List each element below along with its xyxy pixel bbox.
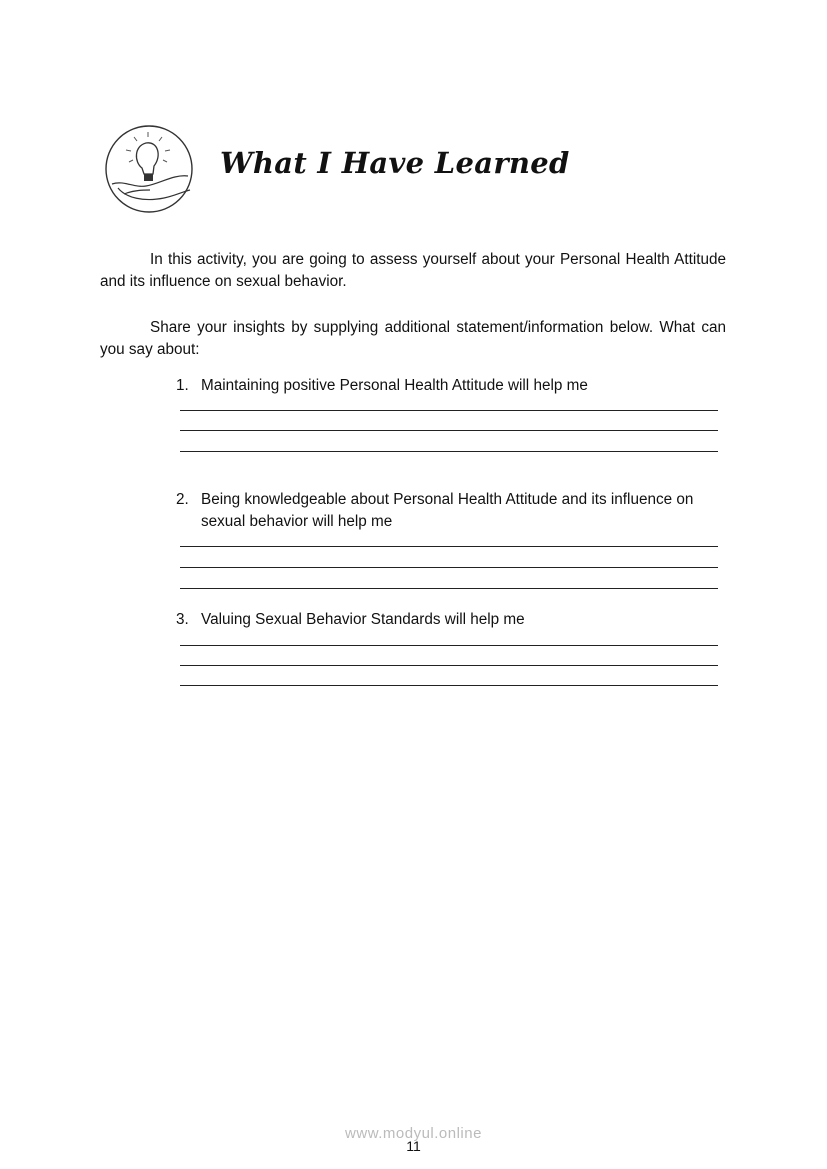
page-title: What I Have Learned bbox=[220, 146, 570, 180]
answer-line[interactable] bbox=[180, 665, 718, 666]
question-2 bbox=[176, 489, 726, 533]
answer-line[interactable] bbox=[180, 451, 718, 452]
answer-line[interactable] bbox=[180, 645, 718, 646]
question-text: Maintaining positive Personal Health Attitude will help me bbox=[201, 377, 588, 394]
answer-line[interactable] bbox=[180, 546, 718, 547]
watermark: www.modyul.online bbox=[345, 1125, 482, 1142]
intro-paragraph-1: In this activity, you are going to assess yourself about your Personal Health Attitude and its influence on sexual behavior. bbox=[100, 251, 726, 290]
lightbulb-on-hand-icon bbox=[104, 124, 194, 214]
question-number: 1. bbox=[176, 377, 189, 394]
question-text: Being knowledgeable about Personal Health Attitude and its influence on sexual behavior will help me bbox=[201, 491, 694, 530]
answer-line[interactable] bbox=[180, 567, 718, 568]
question-text: Valuing Sexual Behavior Standards will help me bbox=[201, 611, 525, 628]
question-1 bbox=[176, 375, 726, 397]
intro-paragraph-2: Share your insights by supplying additional statement/information below. What can you say about: bbox=[100, 319, 726, 358]
answer-line[interactable] bbox=[180, 430, 718, 431]
question-number: 2. bbox=[176, 491, 189, 508]
answer-line[interactable] bbox=[180, 685, 718, 686]
page-number: 11 bbox=[406, 1138, 421, 1154]
answer-line[interactable] bbox=[180, 588, 718, 589]
question-3 bbox=[176, 609, 726, 631]
question-number: 3. bbox=[176, 611, 189, 628]
answer-line[interactable] bbox=[180, 410, 718, 411]
